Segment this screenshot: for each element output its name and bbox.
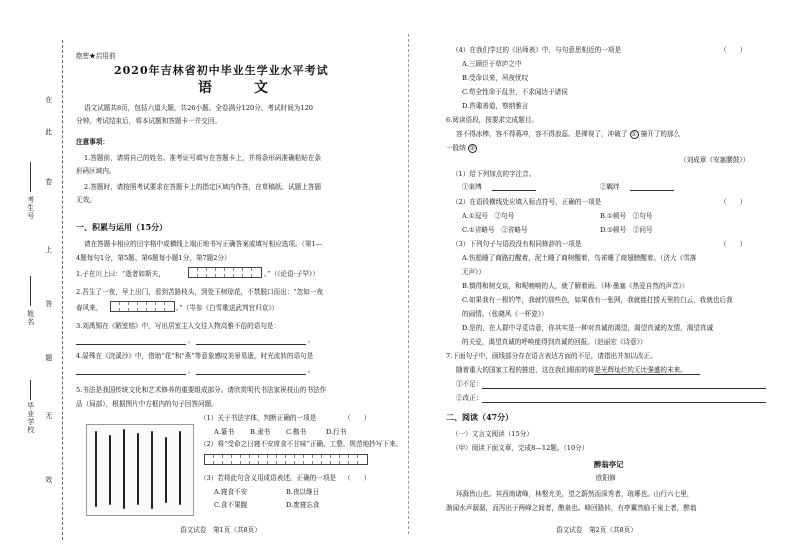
intro-line: 语文试题共8页，包括六道大题，共26小题。全卷满分120分。考试时间为120 (84, 104, 313, 112)
option-cont: 的关爱，渴望真诚的呼唤能得到真诚的回报。（赵丽宏《诗意》） (462, 338, 647, 346)
blank-1[interactable]: ① (631, 131, 637, 138)
answer-line[interactable] (482, 402, 766, 403)
question-5-4: （4）在我们学过的《出师表》中，与句意思相近的一项是 (452, 46, 622, 54)
option-cont: 无声》） (462, 268, 486, 276)
question-7: 7.下面句子中，画线部分存在语言表达方面的不足，请指出并加以改正。 (446, 352, 657, 360)
seal-mark: 效 (44, 476, 53, 484)
school-line (30, 380, 31, 400)
option[interactable]: C.如果我有一根钓竿，我就钓那些色，如果我有一张网，我就能打捞天里的白云，我就也后我 (462, 296, 733, 304)
option[interactable]: D.废寝忘食 (286, 501, 320, 509)
option[interactable]: C.①省略号 ②省略号 (462, 226, 528, 234)
notice-line: 形码区域内。 (76, 167, 116, 175)
seal-mark: 答 (44, 300, 53, 308)
comma: ， (188, 366, 195, 374)
question-2: 2.吾生了一夜，早上出门，看到苦路枝头，到处玉树琼花，不禁脱口而出：“忽如一夜 (76, 288, 324, 296)
question-6-2: （2）在语段横线处应填入标点符号，正确的一项是 (452, 198, 602, 206)
passage-text: 容不得冰棒，容不得蒋冲，容不得浪蕊。是禅视了，冲破了 (456, 130, 628, 138)
period: 。 (308, 366, 315, 374)
instruction-line: 4题每句1分，第5题、第6题每小题1分，第7题2分） (76, 254, 231, 262)
subject-title: 语 文 (198, 80, 282, 96)
section-1-heading: 一、积累与运用（15分） (76, 222, 168, 232)
question-5: 5.书法是我国传统文化和艺术修养的重要组成部分。请欣赏明代书法家祝枝山的书法作 (76, 386, 327, 394)
answer-line[interactable] (492, 190, 536, 191)
notice-line: 无效。 (76, 196, 96, 204)
question-3: 3.刘禹锡在《陋室铭》中，写出居室主人交往人物高雅不俗的语句是： (76, 322, 281, 330)
option[interactable]: D.行书 (326, 428, 347, 436)
question-6: 6.阅读语段，按要求完成题目。 (446, 116, 539, 124)
question-6-3: （3）下列句子与语段没有相同修辞的一项是 (452, 240, 582, 248)
calligraphy-image (86, 424, 194, 516)
question-1: 1.子在川上曰：“逝者如斯夫， (76, 270, 165, 278)
answer-line[interactable] (630, 190, 674, 191)
question-5-cont: 品（局部），根据图片中方框内的句子回答问题。 (76, 400, 218, 408)
answer-paren[interactable]: （ ） (720, 198, 747, 206)
option[interactable]: D.①顿号 ②问号 (600, 226, 653, 234)
binding-line (62, 40, 63, 540)
underline-mark (594, 374, 700, 375)
question-5-3: （3）若将此句含义用成语表述，正确的一项是 (200, 474, 337, 482)
question-2-source: 。”（岑参《白雪歌送武判官归京》） (176, 304, 279, 312)
answer-grid[interactable] (110, 301, 175, 312)
answer-paren[interactable]: （ ） (720, 46, 747, 54)
section-2-heading: 二、阅读（47分） (446, 412, 514, 422)
option[interactable]: C.食不果腹 (214, 501, 248, 509)
instruction-line: 请在答题卡相应的田字格中或横线上端正地书写正确答案或填写相应选项。（第1— (84, 240, 323, 248)
passage-line (456, 130, 680, 139)
essay-line: 环滁皆山也。其西南诸峰，林壑尤美，望之蔚然而深秀者，琅琊也。山行六七里， (456, 490, 694, 498)
subsection-1: （一）文言文阅读（15分） (452, 430, 533, 438)
page-2-footer: 语文试卷 第2页（共8页） (556, 526, 637, 534)
name-field: 姓名 (26, 310, 35, 326)
comma: ， (188, 336, 195, 344)
question-5-2: （2）将“受命之日寝不安席食不甘味”正确、工整、规范地抄写下来。 (200, 440, 403, 448)
option[interactable]: A.篆书 (214, 428, 235, 436)
question-7-2: ②改正： (456, 394, 483, 402)
question-2-cont: 春风来， (76, 304, 103, 312)
option[interactable]: C.楷书 (286, 428, 307, 436)
page-1-footer: 语文试卷 第1页（共8页） (180, 526, 261, 534)
option[interactable]: D.咨诹善道，察纳雅言 (462, 102, 529, 110)
answer-paren[interactable]: （ ） (720, 240, 747, 248)
pinyin-item: ①束缚 (462, 183, 482, 191)
seal-mark: 卷 (44, 178, 53, 186)
answer-line[interactable] (196, 374, 306, 375)
essay-author: 欧阳修 (596, 474, 616, 482)
option[interactable]: B.慎得和树交谈，和呢喃响的人，就了解着雨。（林·墨塞《热爱自然的声音》） (462, 282, 689, 290)
school-field: 毕业学校 (26, 402, 35, 434)
question-4: 4.晏殊在《浣溪沙》中，借助“花”和“燕”等意象感叹美景易逝，时光流转的语句是 (76, 352, 314, 360)
option[interactable]: B.夜以继日 (286, 488, 320, 496)
period: 。 (308, 336, 315, 344)
option[interactable]: A.三顾臣于草庐之中 (462, 60, 522, 68)
option[interactable]: C.苟全性命于乱世，不求闻达于诸侯 (462, 88, 568, 96)
option[interactable]: A.寝食不安 (214, 488, 248, 496)
notice-line: 1.答题前，请将自己的姓名、准考证号填写在答题卡上，并将条形码准确粘贴在条 (84, 154, 322, 162)
question-7-sentence: 随着重大的国家工程的推进，这在我们眼前的将是光辉灿烂的无比强盛的未来。 (456, 366, 687, 374)
answer-paren[interactable]: （ ） (344, 414, 371, 422)
pinyin-item: ②羁绊 (600, 183, 620, 191)
question-7-1: ①不足： (456, 380, 483, 388)
answer-line[interactable] (76, 374, 186, 375)
option[interactable]: A.①逗号 ②句号 (462, 212, 515, 220)
answer-paren[interactable]: （ ） (344, 474, 371, 482)
option[interactable]: B.受命以来，夙夜忧叹 (462, 74, 529, 82)
notice-line: 2.答题时，请按照考试要求在答题卡上的指定区域内作答，在草稿纸、试题上答题 (84, 183, 322, 191)
seal-mark: 题 (44, 354, 53, 362)
seal-mark: 上 (44, 246, 53, 254)
blank-2[interactable]: ② (469, 145, 476, 152)
question-5-1: （1）关于书法字体，判断正确的一项是 (200, 414, 317, 422)
question-6-1: （1）给下列加点的字注音。 (452, 170, 536, 178)
seal-mark: 在 (44, 96, 53, 104)
secret-label: 绝密★启用前 (76, 52, 116, 60)
answer-grid[interactable] (188, 267, 262, 278)
option[interactable]: D.是的，在人群中寻觅诗意，你其实是一种对真诚的渴望，渴望真诚的友情，渴望真诚 (462, 324, 714, 332)
page-divider (408, 34, 409, 534)
answer-grid[interactable] (204, 454, 368, 465)
answer-line[interactable] (482, 388, 766, 389)
option[interactable]: B.①顿号 ②句号 (600, 212, 653, 220)
answer-line[interactable] (196, 344, 306, 345)
question-1-source: 。”（《论语·子罕》） (264, 270, 319, 278)
exam-title: 2020年吉林省初中毕业生学业水平考试 (114, 64, 329, 77)
candidate-number-field: 考生号 (26, 196, 35, 220)
option[interactable]: A.伤船睡了商路打醒着，泥土睡了商树醒着，鸟雀睡了商翅膀醒着。（济大《雪落 (462, 254, 697, 262)
passage-source: （刘成章《安塞腰鼓》） (680, 156, 750, 164)
option-cont: 的闹情。（张晓风《一杯瓷》） (462, 310, 548, 318)
seal-mark: 此 (44, 128, 53, 136)
essay-title: 醉翁亭记 (594, 460, 624, 469)
notice-title: 注意事项： (76, 138, 109, 146)
name-line (30, 276, 31, 306)
option[interactable]: B.隶书 (250, 428, 271, 436)
passage-text: 一股纳 (446, 144, 466, 152)
answer-line[interactable] (76, 344, 186, 345)
passage-text: 撞开了的那么 (640, 130, 681, 138)
subsection-1-instruction: （甲）阅读下面文章，完成8—12题。（10分） (452, 444, 589, 452)
candidate-number-line (30, 162, 31, 192)
essay-line: 渐闻水声潺潺，而泻出于两峰之间者，酿泉也。峰回路转，有亭翼然临于泉上者，醉翁 (446, 504, 697, 512)
intro-line: 分钟。考试结束后，将本试题和答题卡一并交回。 (76, 117, 222, 125)
passage-line (446, 144, 477, 153)
seal-mark: 无 (44, 412, 53, 420)
